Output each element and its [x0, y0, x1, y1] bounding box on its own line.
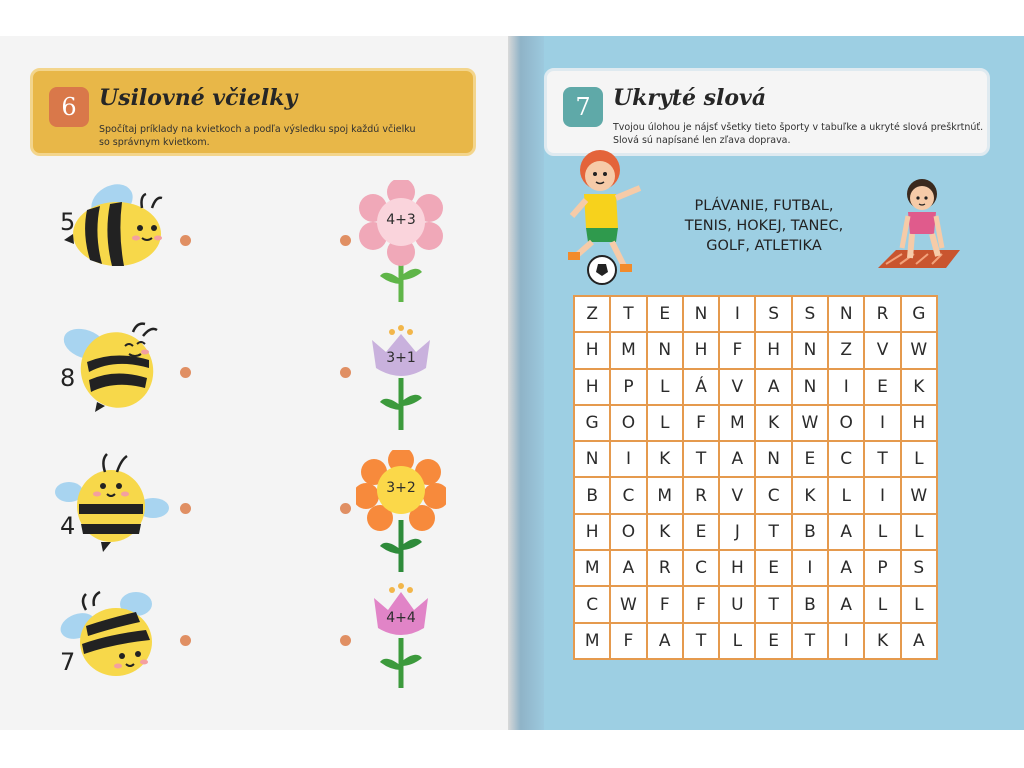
grid-row [574, 296, 937, 332]
grid-cell[interactable]: O [610, 405, 646, 441]
athlete-girl-illustration [876, 176, 966, 276]
sports-word-list [664, 196, 864, 256]
grid-cell[interactable]: I [719, 296, 755, 332]
task-6-instruction [99, 123, 469, 149]
grid-cell[interactable]: Z [574, 296, 610, 332]
grid-cell[interactable]: M [719, 405, 755, 441]
grid-cell[interactable]: C [610, 477, 646, 513]
grid-row [574, 586, 937, 622]
grid-cell[interactable]: L [719, 623, 755, 659]
grid-cell[interactable]: N [792, 332, 828, 368]
task-6-header [30, 68, 476, 156]
grid-cell[interactable]: H [683, 332, 719, 368]
flower-connect-dot[interactable] [340, 367, 351, 378]
bee-number: 5 [60, 208, 76, 236]
grid-cell[interactable]: C [683, 550, 719, 586]
grid-cell[interactable]: A [755, 369, 791, 405]
grid-cell[interactable]: S [755, 296, 791, 332]
grid-cell[interactable]: N [683, 296, 719, 332]
grid-cell[interactable]: E [792, 441, 828, 477]
grid-cell[interactable]: P [864, 550, 900, 586]
grid-cell[interactable]: A [719, 441, 755, 477]
flower-label: 4+4 [386, 610, 416, 626]
grid-cell[interactable]: Á [683, 369, 719, 405]
flower-icon [356, 580, 446, 710]
grid-cell[interactable]: K [647, 441, 683, 477]
grid-cell[interactable]: M [574, 623, 610, 659]
grid-cell[interactable]: V [719, 477, 755, 513]
grid-cell[interactable]: N [828, 296, 864, 332]
flower-icon [356, 450, 446, 580]
grid-cell[interactable]: U [719, 586, 755, 622]
grid-cell[interactable]: P [610, 369, 646, 405]
grid-cell[interactable]: K [647, 514, 683, 550]
task-7-number: 7 [563, 87, 603, 127]
grid-cell[interactable]: G [574, 405, 610, 441]
bee-connect-dot[interactable] [180, 367, 191, 378]
grid-cell[interactable]: M [574, 550, 610, 586]
grid-cell[interactable]: I [610, 441, 646, 477]
grid-cell[interactable]: G [901, 296, 937, 332]
grid-cell[interactable]: O [610, 514, 646, 550]
task-7-instruction-line2: Slová sú napísané len zľava doprava. [613, 135, 791, 146]
grid-cell[interactable]: I [828, 369, 864, 405]
flower-icon [356, 180, 446, 310]
grid-cell[interactable]: H [755, 332, 791, 368]
task-6-instruction-line2: so správnym kvietkom. [99, 137, 210, 148]
soccer-boy-illustration [562, 146, 652, 286]
grid-cell[interactable]: N [792, 369, 828, 405]
grid-cell[interactable]: N [574, 441, 610, 477]
book-spine [508, 36, 544, 730]
grid-row [574, 369, 937, 405]
grid-cell[interactable]: T [864, 441, 900, 477]
grid-cell[interactable]: N [647, 332, 683, 368]
grid-cell[interactable]: N [755, 441, 791, 477]
grid-cell[interactable]: S [901, 550, 937, 586]
grid-cell[interactable]: H [719, 550, 755, 586]
grid-cell[interactable]: L [647, 369, 683, 405]
bee-number: 8 [60, 364, 76, 392]
grid-cell[interactable]: V [864, 332, 900, 368]
grid-cell[interactable]: I [828, 623, 864, 659]
grid-cell[interactable]: H [574, 369, 610, 405]
grid-cell[interactable]: T [683, 623, 719, 659]
grid-cell[interactable]: C [828, 441, 864, 477]
bee-connect-dot[interactable] [180, 503, 191, 514]
grid-cell[interactable]: W [792, 405, 828, 441]
grid-row [574, 514, 937, 550]
grid-cell[interactable]: T [610, 296, 646, 332]
grid-cell[interactable]: A [828, 514, 864, 550]
sports-line: TENIS, HOKEJ, TANEC, [684, 218, 844, 234]
task-7-title: Ukryté slová [613, 85, 767, 111]
task-6-instruction-line1: Spočítaj príklady na kvietkoch a podľa výsledku spoj každú včielku [99, 124, 416, 135]
grid-cell[interactable]: E [755, 623, 791, 659]
grid-cell[interactable]: C [574, 586, 610, 622]
grid-cell[interactable]: E [755, 550, 791, 586]
sports-line: PLÁVANIE, FUTBAL, [694, 198, 834, 214]
grid-cell[interactable]: W [901, 477, 937, 513]
grid-cell[interactable]: S [792, 296, 828, 332]
grid-cell[interactable]: A [828, 550, 864, 586]
grid-cell[interactable]: E [864, 369, 900, 405]
grid-cell[interactable]: L [901, 441, 937, 477]
grid-cell[interactable]: V [719, 369, 755, 405]
grid-cell[interactable]: F [683, 405, 719, 441]
bee-icon [60, 582, 180, 692]
grid-row [574, 623, 937, 659]
flower-icon [356, 322, 446, 452]
flower-label: 3+2 [386, 480, 416, 496]
grid-cell[interactable]: H [901, 405, 937, 441]
task-6-title: Usilovné včielky [99, 85, 298, 111]
grid-cell[interactable]: F [719, 332, 755, 368]
grid-cell[interactable]: T [792, 623, 828, 659]
grid-cell[interactable]: J [719, 514, 755, 550]
grid-cell[interactable]: A [610, 550, 646, 586]
grid-cell[interactable]: L [864, 514, 900, 550]
grid-cell[interactable]: O [828, 405, 864, 441]
grid-cell[interactable]: W [901, 332, 937, 368]
grid-cell[interactable]: K [792, 477, 828, 513]
grid-row [574, 332, 937, 368]
grid-cell[interactable]: B [792, 586, 828, 622]
grid-cell[interactable]: L [828, 477, 864, 513]
grid-cell[interactable]: W [610, 586, 646, 622]
task-6-number: 6 [49, 87, 89, 127]
grid-cell[interactable]: T [755, 586, 791, 622]
grid-row [574, 441, 937, 477]
grid-cell[interactable]: F [610, 623, 646, 659]
grid-cell[interactable]: A [828, 586, 864, 622]
grid-cell[interactable]: R [864, 296, 900, 332]
grid-cell[interactable]: I [792, 550, 828, 586]
word-search-grid [573, 295, 938, 660]
flower-connect-dot[interactable] [340, 635, 351, 646]
grid-cell[interactable]: T [683, 441, 719, 477]
task-7-instruction [613, 121, 983, 147]
grid-cell[interactable]: Z [828, 332, 864, 368]
flower-label: 4+3 [386, 212, 416, 228]
grid-cell[interactable]: T [755, 514, 791, 550]
grid-cell[interactable]: I [864, 405, 900, 441]
bee-connect-dot[interactable] [180, 235, 191, 246]
grid-cell[interactable]: K [864, 623, 900, 659]
flower-connect-dot[interactable] [340, 503, 351, 514]
grid-cell[interactable]: I [864, 477, 900, 513]
flower-connect-dot[interactable] [340, 235, 351, 246]
grid-cell[interactable]: H [574, 514, 610, 550]
grid-cell[interactable]: L [901, 586, 937, 622]
bee-number: 7 [60, 648, 76, 676]
bee-connect-dot[interactable] [180, 635, 191, 646]
grid-cell[interactable]: R [647, 550, 683, 586]
grid-cell[interactable]: M [647, 477, 683, 513]
grid-cell[interactable]: A [901, 623, 937, 659]
grid-cell[interactable]: B [574, 477, 610, 513]
grid-row [574, 405, 937, 441]
grid-cell[interactable]: E [683, 514, 719, 550]
grid-cell[interactable]: C [755, 477, 791, 513]
grid-row [574, 550, 937, 586]
grid-cell[interactable]: L [647, 405, 683, 441]
bee-icon [55, 448, 175, 558]
grid-cell[interactable]: L [864, 586, 900, 622]
grid-cell[interactable]: A [647, 623, 683, 659]
sports-line: GOLF, ATLETIKA [706, 238, 822, 254]
grid-cell[interactable]: L [901, 514, 937, 550]
grid-cell[interactable]: R [683, 477, 719, 513]
grid-cell[interactable]: K [901, 369, 937, 405]
flower-label: 3+1 [386, 350, 416, 366]
grid-cell[interactable]: E [647, 296, 683, 332]
grid-cell[interactable]: K [755, 405, 791, 441]
grid-cell[interactable]: B [792, 514, 828, 550]
task-7-header [544, 68, 990, 156]
grid-cell[interactable]: H [574, 332, 610, 368]
task-7-instruction-line1: Tvojou úlohou je nájsť všetky tieto športy v tabuľke a ukryté slová preškrtnúť. [613, 122, 984, 133]
grid-cell[interactable]: F [647, 586, 683, 622]
grid-cell[interactable]: M [610, 332, 646, 368]
bee-number: 4 [60, 512, 76, 540]
bee-icon [62, 172, 182, 282]
grid-row [574, 477, 937, 513]
grid-cell[interactable]: F [683, 586, 719, 622]
